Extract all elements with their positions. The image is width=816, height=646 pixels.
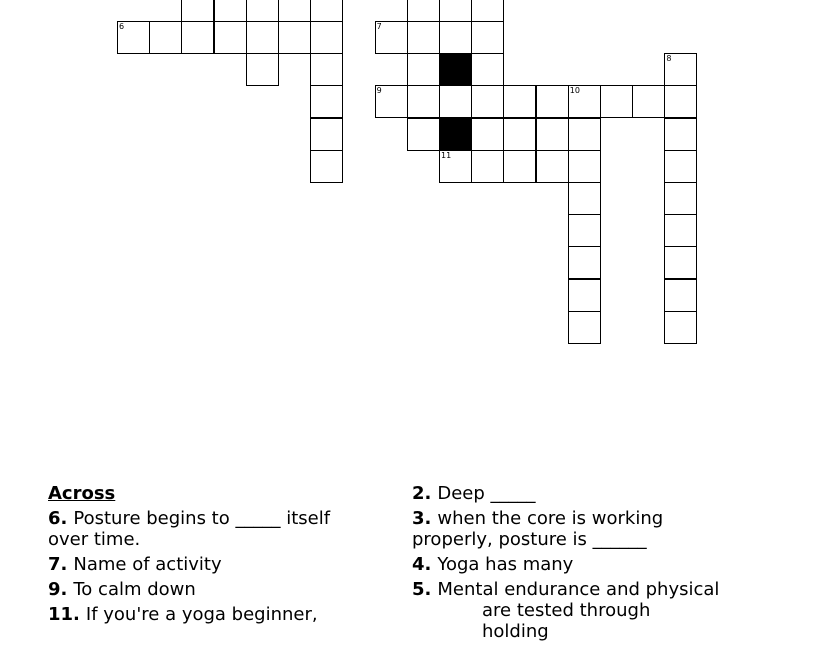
crossword-cell[interactable] [246,53,279,86]
crossword-cell[interactable] [471,150,504,183]
crossword-cell[interactable] [568,182,601,215]
across-clues [48,483,348,629]
crossword-cell[interactable] [407,21,440,54]
crossword-cell[interactable] [375,21,408,54]
crossword-cell[interactable] [568,85,601,118]
crossword-cell[interactable] [471,118,504,151]
crossword-cell[interactable] [471,53,504,86]
crossword-cell[interactable] [439,85,472,118]
crossword-cell[interactable] [471,0,504,22]
crossword-cell[interactable] [568,279,601,312]
clue-down-5 [412,579,722,642]
crossword-cell[interactable] [407,53,440,86]
cell-number: 9 [376,86,382,96]
crossword-cell[interactable] [600,85,633,118]
clue-across-11 [48,604,348,625]
cell-number: 6 [119,22,125,31]
clue-text: Mental endurance and physical [437,579,720,600]
crossword-cell[interactable] [568,150,601,183]
crossword-black-cell [439,118,472,151]
crossword-cell[interactable] [214,21,247,54]
clue-text: If you're a yoga beginner, [85,604,318,625]
crossword-cell[interactable] [568,214,601,247]
crossword-cell[interactable] [503,150,536,183]
crossword-cell[interactable] [407,85,440,118]
crossword-cell[interactable] [503,118,536,151]
crossword-cell[interactable] [568,118,601,151]
crossword-cell[interactable] [278,21,311,54]
crossword-cell[interactable] [439,21,472,54]
clue-across-9 [48,579,348,600]
crossword-cell[interactable] [117,21,150,54]
crossword-cell[interactable] [664,85,697,118]
clue-text: To calm down [73,579,196,600]
crossword-cell[interactable] [664,246,697,279]
crossword-black-cell [439,53,472,86]
crossword-cell[interactable] [664,118,697,151]
clue-number: 7. [48,554,68,575]
clue-number: 4. [412,554,432,575]
crossword-cell[interactable] [181,21,214,54]
clue-text: Deep _____ [437,483,536,504]
crossword-cell[interactable] [568,246,601,279]
clue-number: 5. [412,579,432,600]
cell-number: 7 [376,22,382,31]
crossword-cell[interactable] [664,279,697,312]
crossword-cell[interactable] [439,0,472,22]
crossword-cell[interactable] [471,21,504,54]
crossword-cell[interactable] [149,21,182,54]
clue-number: 9. [48,579,68,600]
crossword-cell[interactable] [375,85,408,118]
crossword-cell[interactable] [439,150,472,183]
clue-across-6 [48,508,348,550]
clue-down-3 [412,508,722,550]
crossword-cell[interactable] [536,118,569,151]
crossword-cell[interactable] [664,311,697,344]
clue-text-continued: are tested through holding [482,600,651,642]
clue-down-2 [412,483,722,504]
crossword-cell[interactable] [536,85,569,118]
cell-number: 11 [441,150,452,160]
crossword-cell[interactable] [664,53,697,86]
clue-text: when the core is working properly, posture is ______ [412,508,664,550]
crossword-cell[interactable] [246,0,279,22]
crossword-cell[interactable] [503,85,536,118]
clue-number: 6. [48,508,68,529]
clue-number: 3. [412,508,432,529]
crossword-cell[interactable] [664,150,697,183]
crossword-cell[interactable] [536,150,569,183]
crossword-cell[interactable] [568,311,601,344]
across-heading: Across [48,483,116,504]
crossword-cell[interactable] [310,53,343,86]
crossword-cell[interactable] [407,118,440,151]
crossword-cell[interactable] [214,0,247,22]
clue-across-7 [48,554,348,575]
crossword-cell[interactable] [181,0,214,22]
clue-number: 2. [412,483,432,504]
clue-text: Name of activity [73,554,222,575]
crossword-cell[interactable] [471,85,504,118]
clue-number: 11. [48,604,80,625]
clue-text: Posture begins to _____ itself over time. [48,508,331,550]
crossword-cell[interactable] [310,118,343,151]
clue-down-4 [412,554,722,575]
crossword-cell[interactable] [407,0,440,22]
clue-text: Yoga has many [437,554,574,575]
crossword-cell[interactable] [310,0,343,22]
crossword-cell[interactable] [632,85,665,118]
down-clues [412,483,722,646]
crossword-cell[interactable] [664,214,697,247]
crossword-cell[interactable] [278,0,311,22]
crossword-cell[interactable] [246,21,279,54]
cell-number: 10 [569,86,580,96]
crossword-cell[interactable] [664,182,697,215]
crossword-cell[interactable] [310,85,343,118]
crossword-cell[interactable] [310,21,343,54]
cell-number: 8 [666,54,672,64]
crossword-cell[interactable] [310,150,343,183]
